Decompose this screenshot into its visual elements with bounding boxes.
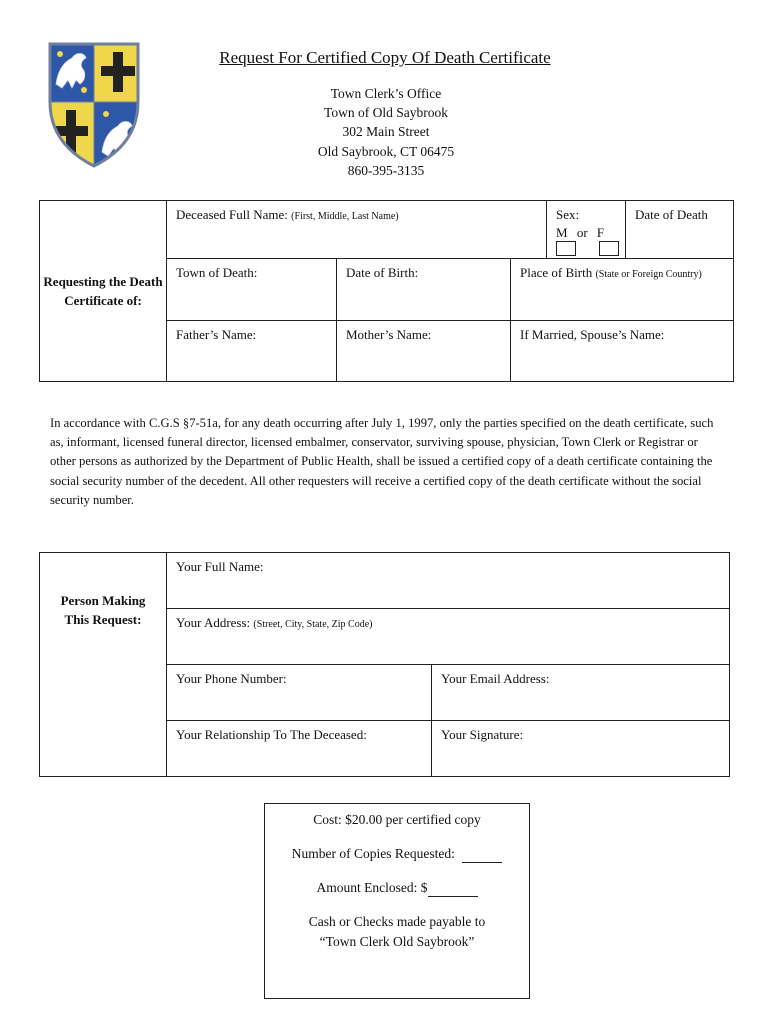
amount-line	[265, 880, 529, 897]
payable-line-2: “Town Clerk Old Saybrook”	[319, 934, 475, 949]
date-of-death-label: Date of Death	[635, 207, 708, 222]
office-name: Town Clerk’s Office	[330, 86, 442, 101]
page-title: Request For Certified Copy Of Death Certificate	[219, 48, 551, 67]
place-of-birth-label: Place of Birth	[520, 265, 593, 280]
city-state-zip: Old Saybrook, CT 06475	[317, 144, 455, 159]
sex-f-label: F	[596, 225, 605, 240]
relationship-label: Your Relationship To The Deceased:	[176, 727, 367, 742]
payable-line-1: Cash or Checks made payable to	[308, 914, 486, 929]
cost-box	[264, 803, 530, 999]
amount-label: Amount Enclosed: $	[316, 880, 428, 895]
spouse-name-field[interactable]	[510, 320, 734, 382]
spouse-name-label: If Married, Spouse’s Name:	[520, 327, 665, 342]
signature-field[interactable]	[431, 720, 730, 777]
office-phone: 860-395-3135	[347, 163, 425, 178]
signature-label: Your Signature:	[441, 727, 524, 742]
your-phone-label: Your Phone Number:	[176, 671, 287, 686]
deceased-section-label: Requesting the Death Certificate of:	[39, 200, 167, 382]
relationship-field[interactable]	[166, 720, 432, 777]
deceased-full-name-label: Deceased Full Name:	[176, 207, 288, 222]
town-name: Town of Old Saybrook	[324, 105, 448, 120]
sex-m-label: M	[556, 225, 568, 240]
copies-label: Number of Copies Requested:	[291, 846, 455, 861]
mothers-name-label: Mother’s Name:	[346, 327, 432, 342]
your-address-field[interactable]	[166, 608, 730, 665]
your-address-label: Your Address:	[176, 615, 251, 630]
fathers-name-label: Father’s Name:	[176, 327, 257, 342]
place-of-birth-field[interactable]	[510, 258, 734, 321]
place-of-birth-hint: (State or Foreign Country)	[595, 269, 702, 280]
requester-section-label: Person Making This Request:	[39, 552, 167, 777]
street-address: 302 Main Street	[342, 124, 430, 139]
legal-notice-paragraph: In accordance with C.G.S §7-51a, for any death occurring after July 1, 1997, only the parties specified on the death certificate, such as, informant, licensed funeral director, licensed embalmer, conservator, surviving spouse, physician, Town Clerk or Registrar or other persons as authorized by the Department of Public Health, shall be issued a certified copy of a death certificate containing the social security number of the decedent. All other requesters will receive a certified copy of the death certificate without the social security number.	[50, 416, 714, 507]
date-of-death-field[interactable]	[625, 200, 734, 259]
your-full-name-label: Your Full Name:	[176, 559, 264, 574]
sex-f-checkbox[interactable]	[599, 241, 619, 256]
amount-blank[interactable]	[428, 880, 478, 897]
copies-line	[265, 846, 529, 863]
town-of-death-label: Town of Death:	[176, 265, 258, 280]
sex-m-checkbox[interactable]	[556, 241, 576, 256]
date-of-birth-label: Date of Birth:	[346, 265, 419, 280]
mothers-name-field[interactable]	[336, 320, 511, 382]
copies-blank[interactable]	[462, 846, 502, 863]
your-phone-field[interactable]	[166, 664, 432, 721]
your-full-name-field[interactable]	[166, 552, 730, 609]
sex-label: Sex:	[556, 207, 580, 222]
deceased-full-name-hint: (First, Middle, Last Name)	[291, 211, 399, 222]
fathers-name-field[interactable]	[166, 320, 337, 382]
deceased-full-name-field[interactable]	[166, 200, 547, 259]
town-of-death-field[interactable]	[166, 258, 337, 321]
your-address-hint: (Street, City, State, Zip Code)	[253, 619, 373, 630]
cost-line: Cost: $20.00 per certified copy	[313, 812, 481, 827]
sex-field	[546, 200, 626, 259]
date-of-birth-field[interactable]	[336, 258, 511, 321]
sex-or-label: or	[576, 225, 588, 240]
your-email-field[interactable]	[431, 664, 730, 721]
your-email-label: Your Email Address:	[441, 671, 550, 686]
